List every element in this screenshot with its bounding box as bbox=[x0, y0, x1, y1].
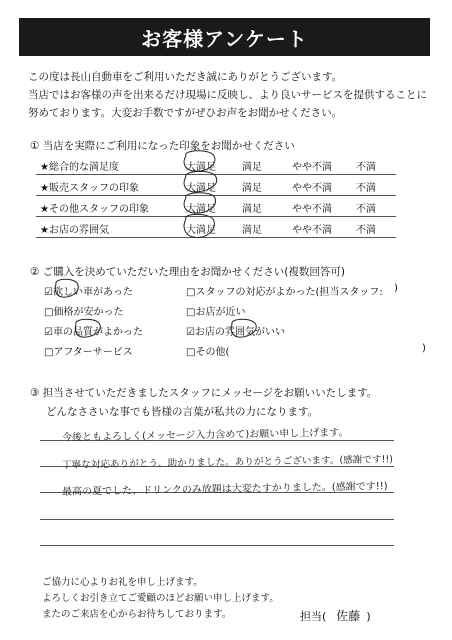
circle-mark bbox=[184, 151, 215, 171]
staff-label: 担当( bbox=[300, 610, 327, 623]
paren-close: ) bbox=[394, 283, 398, 294]
circle-mark bbox=[184, 193, 215, 213]
checkbox-mark: □ bbox=[186, 307, 196, 318]
handwritten-message: 今後ともよろしく(メッセージ入力含めて)お願い申し上げます。 bbox=[61, 427, 349, 444]
checkbox-label: アフターサービス bbox=[53, 347, 133, 358]
option-satisfied[interactable]: 満足 bbox=[242, 162, 262, 173]
q1-row-label: ★総合的な満足度 bbox=[40, 162, 119, 173]
circle-mark bbox=[75, 319, 100, 337]
circle-mark bbox=[231, 319, 256, 337]
option-dissatisfied[interactable]: 不満 bbox=[356, 204, 376, 215]
checkbox-mark: ☑ bbox=[44, 287, 53, 298]
checkbox-label: お店が近い bbox=[195, 307, 246, 318]
paren-close: ) bbox=[422, 343, 426, 354]
circle-mark bbox=[55, 279, 78, 297]
survey-title: お客様アンケート bbox=[19, 18, 430, 56]
option-dissatisfied[interactable]: 不満 bbox=[356, 183, 376, 194]
checkbox-mark: □ bbox=[186, 287, 196, 298]
q3-heading: ③ 担当させていただきましたスタッフにメッセージをお願いいたします。 bbox=[30, 387, 378, 399]
checkbox-label: 車の品質がよかった bbox=[52, 327, 143, 338]
option-very-satisfied[interactable]: 大満足 bbox=[186, 162, 216, 173]
option-dissatisfied[interactable]: 不満 bbox=[356, 225, 376, 236]
checkbox-label: その他( bbox=[195, 347, 230, 358]
circle-mark bbox=[184, 214, 214, 237]
q1-row-label: ★販売スタッフの印象 bbox=[40, 183, 139, 194]
checkbox-mark: □ bbox=[44, 307, 54, 318]
checkbox-mark: □ bbox=[186, 347, 196, 358]
closing-line: よろしくお引き立てご愛顧のほどお願い申し上げます。 bbox=[42, 593, 279, 604]
option-somewhat-dissatisfied[interactable]: やや不満 bbox=[292, 204, 332, 215]
closing-line: またのご来店を心からお待ちしております。 bbox=[42, 609, 232, 620]
option-very-satisfied[interactable]: 大満足 bbox=[186, 225, 216, 236]
option-satisfied[interactable]: 満足 bbox=[242, 183, 262, 194]
checkbox-label: 価格が安かった bbox=[53, 307, 124, 318]
intro-line: 努めております。大変お手数ですがぜひお声をお聞かせください。 bbox=[28, 107, 343, 119]
option-satisfied[interactable]: 満足 bbox=[242, 204, 262, 215]
handwritten-message: 最高の夏でした、ドリンクのみ放題は大変たすかりました。(感謝です!!) bbox=[61, 481, 388, 498]
q1-row-label: ★その他スタッフの印象 bbox=[40, 204, 149, 215]
handwritten-message: 丁寧な対応ありがとう、助かりました。ありがとうございます。(感謝です!!) bbox=[61, 454, 394, 471]
checkbox-mark: ☑ bbox=[186, 327, 195, 338]
intro-line: 当店ではお客様の声を出来るだけ現場に反映し、より良いサービスを提供することに bbox=[28, 89, 427, 101]
checkbox-label: 欲しい車があった bbox=[52, 287, 133, 298]
checkbox-mark: ☑ bbox=[44, 327, 53, 338]
closing-line: ご協力に心よりお礼を申し上げます。 bbox=[42, 577, 203, 588]
staff-name: 佐藤 bbox=[336, 609, 361, 623]
option-somewhat-dissatisfied[interactable]: やや不満 bbox=[292, 225, 332, 236]
option-dissatisfied[interactable]: 不満 bbox=[356, 162, 376, 173]
checkbox-label: スタッフの対応がよかった(担当スタッフ: bbox=[195, 287, 383, 298]
staff-close: ) bbox=[366, 610, 371, 623]
q2-heading: ② ご購入を決めていただいた理由をお聞かせください(複数回答可) bbox=[30, 266, 345, 278]
q1-row-label: ★お店の雰囲気 bbox=[40, 225, 109, 236]
circle-mark bbox=[184, 171, 217, 192]
q3-subheading: どんなささいな事でも皆様の言葉が私共の力になります。 bbox=[46, 406, 319, 418]
checkbox-label: お店の雰囲気がいい bbox=[194, 327, 285, 338]
intro-line: この度は長山自動車をご利用いただき誠にありがとうございます。 bbox=[28, 71, 343, 83]
option-somewhat-dissatisfied[interactable]: やや不満 bbox=[292, 183, 332, 194]
checkbox-mark: □ bbox=[44, 347, 54, 358]
option-very-satisfied[interactable]: 大満足 bbox=[186, 183, 216, 194]
q1-heading: ① 当店を実際にご利用になった印象をお聞かせください bbox=[30, 140, 295, 152]
option-satisfied[interactable]: 満足 bbox=[242, 225, 262, 236]
option-somewhat-dissatisfied[interactable]: やや不満 bbox=[292, 162, 332, 173]
option-very-satisfied[interactable]: 大満足 bbox=[186, 204, 216, 215]
